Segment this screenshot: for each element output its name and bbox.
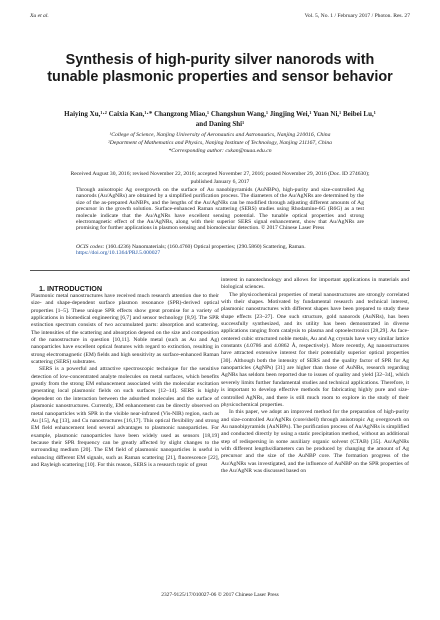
author-list: Haiying Xu,¹·² Caixia Kan,¹·* Changzong Miao,¹ Changshun Wang,¹ Jingjing Wei,¹ Yuan Ni,¹ Beibei Lu,¹ and Daning Shi¹: [64, 110, 376, 128]
running-head-journal: Vol. 5, No. 1 / February 2017 / Photon. Res. 27: [304, 13, 410, 19]
running-head: [30, 12, 410, 22]
body-paragraph: interest in nanotechnology and allows for important applications in materials and biological sciences.: [221, 277, 409, 291]
section-divider: [30, 270, 410, 271]
abstract: Through anisotropic Ag overgrowth on the surface of Au nanobipyramids (AuNBPs), high-purity and size-controlled Ag nanorods (Au/AgNRs) are obtained by a simplified purification process. The diameters of the Au/AgNRs are determined by the size of the as-prepared AuNBPs, and the lengths of the Au/AgNRs can be modified through adjusting different amounts of Ag precursor in the growth solution. Surface-enhanced Raman scattering (SERS) studies using Rhodamine-6G (R6G) as a test molecule indicate that the Au/AgNRs have excellent sensing potential. The tunable optical properties and strong electromagnetic effect of the Au/AgNRs, along with their superior SERS signal enhancement, show that Au/AgNRs are promising for further applications in plasmon sensing and biomolecular detection. © 2017 Chinese Laser Press: [76, 187, 364, 232]
running-head-authors: Xu et al.: [30, 13, 49, 19]
affiliations: [55, 131, 385, 155]
received-dates: Received August 30, 2016; revised November 22, 2016; accepted November 27, 2016; posted November 29, 2016 (Doc. ID 274630); published January 6, 2017: [70, 171, 370, 185]
affiliation-2: ²Department of Mathematics and Physics, Nanjing Institute of Technology, Nanjing 211167, China: [107, 140, 333, 146]
paper-title: Synthesis of high-purity silver nanorods with tunable plasmonic properties and sensor behavior: [47, 52, 393, 85]
ocis-block: [76, 244, 364, 257]
corresponding-author: *Corresponding author: cxkan@nuaa.edu.cn: [168, 148, 272, 154]
doi-link[interactable]: https://doi.org/10.1364/PRJ.5.000027: [76, 250, 161, 257]
right-column: [221, 277, 409, 475]
affiliation-1: ¹College of Science, Nanjing University of Aeronautics and Astronautics, Nanjing 210016, China: [109, 132, 331, 138]
page-footer: 2327-9125/17/010027-06 © 2017 Chinese Laser Press: [161, 592, 279, 598]
left-column: [31, 285, 219, 469]
body-paragraph: SERS is a powerful and attractive spectroscopic technique for the sensitive detection of low-concentrated analyte molecules on metal surfaces, which benefits greatly from the strong EM enhancement associated with the molecular excitation generating local plasmonic fields on such surfaces [12–14]. SERS is highly dependent on the interaction between the adsorbed molecules and the surface of plasmonic nanostructures. Currently, EM enhancement can be directly observed on metal nanoparticles with SPR in the visible near-infrared (Vis-NIR) region, such as Au [15], Ag [13], and Cu nanostructures [16,17]. This optical flexibility and strong EM field enhancement lend several advantages to plasmonic nanoparticles. For example, plasmonic nanoparticles have been widely used as sensors [18,19] because their SPR frequency can be greatly affected by slight changes to the surrounding medium [20]. The EM field of plasmonic nanoparticles is useful in enhancing different EM signals, such as Raman scattering [21], fluorescence [22], and Rayleigh scattering [10]. For this reason, SERS is a research topic of great: [31, 366, 219, 468]
body-paragraph: The physicochemical properties of metal nanostructures are strongly correlated with their shapes. Motivated by fundamental research and technical interest, plasmonic nanostructures with different shapes have been prepared to study these shape effects [23–27]. One such structure, gold nanorods (AuNRs), has been successfully synthesized, and its utility has been demonstrated in diverse applications ranging from catalysis to plasma and optoelectronics [28,29]. As face-centered cubic structured noble metals, Au and Ag crystals have very similar lattice constants (4.0786 and 4.0862 Å, respectively). More recently, Ag nanostructures have attracted extensive interest for their potentially superior optical properties [30]. Although both the intensity of SERS and the quality factor of SPR for Ag nanoparticles (AgNPs) [31] are higher than those of AuNRs, research regarding AgNRs has seldom been reported due to issues of quality and yield [32–34], which severely limits further fundamental studies and technical applications. Therefore, it is important to develop effective methods for fabricating highly pure and size-controlled AgNRs, and there is still much room to explore in the study of their physicochemical properties.: [221, 291, 409, 408]
body-paragraph: Plasmonic metal nanostructures have received much research attention due to their size- and shape-dependent surface plasmon resonance (SPR)-derived optical properties [1–5]. These unique SPR effects show great promise for a variety of applications in biomedical engineering [6,7] and sensor technology [8,9]. The SPR extinction spectrum consists of two accumulated parts: absorption and scattering. The intensities of the scattering and absorption depend on the size and composition of the nanostructure in question [10,11]. Noble metal (such as Au and Ag) nanoparticles have excellent optical features with regard to extinction, resulting in strong electromagnetic (EM) fields and high sensitivity as surface-enhanced Raman scattering (SERS) substrates.: [31, 293, 219, 366]
ocis-codes: (160.4236) Nanomaterials; (160.4760) Optical properties; (290.5860) Scattering, Raman.: [105, 244, 306, 250]
section-heading: 1. INTRODUCTION: [39, 284, 103, 293]
body-paragraph: In this paper, we adopt an improved method for the preparation of high-purity and size-controlled Au/AgNRs (core/shell) through anisotropic Ag overgrowth on Au nanobipyramids (AuNBPs). The purification process of Au/AgNRs is simplified and conducted directly by using a static precipitation method, without an additional step of redispersing in some auxiliary organic solvent (CTAB) [35]. Au/AgNRs with different lengths/diameters can be produced by changing the amount of Ag precursor and the size of the AuNBP core. The formation progress of the Au/AgNRs was investigated, and the influence of AuNBP on the SPR properties of the Au/AgNR was discussed based on: [221, 409, 409, 474]
ocis-label: OCIS codes:: [76, 244, 105, 250]
